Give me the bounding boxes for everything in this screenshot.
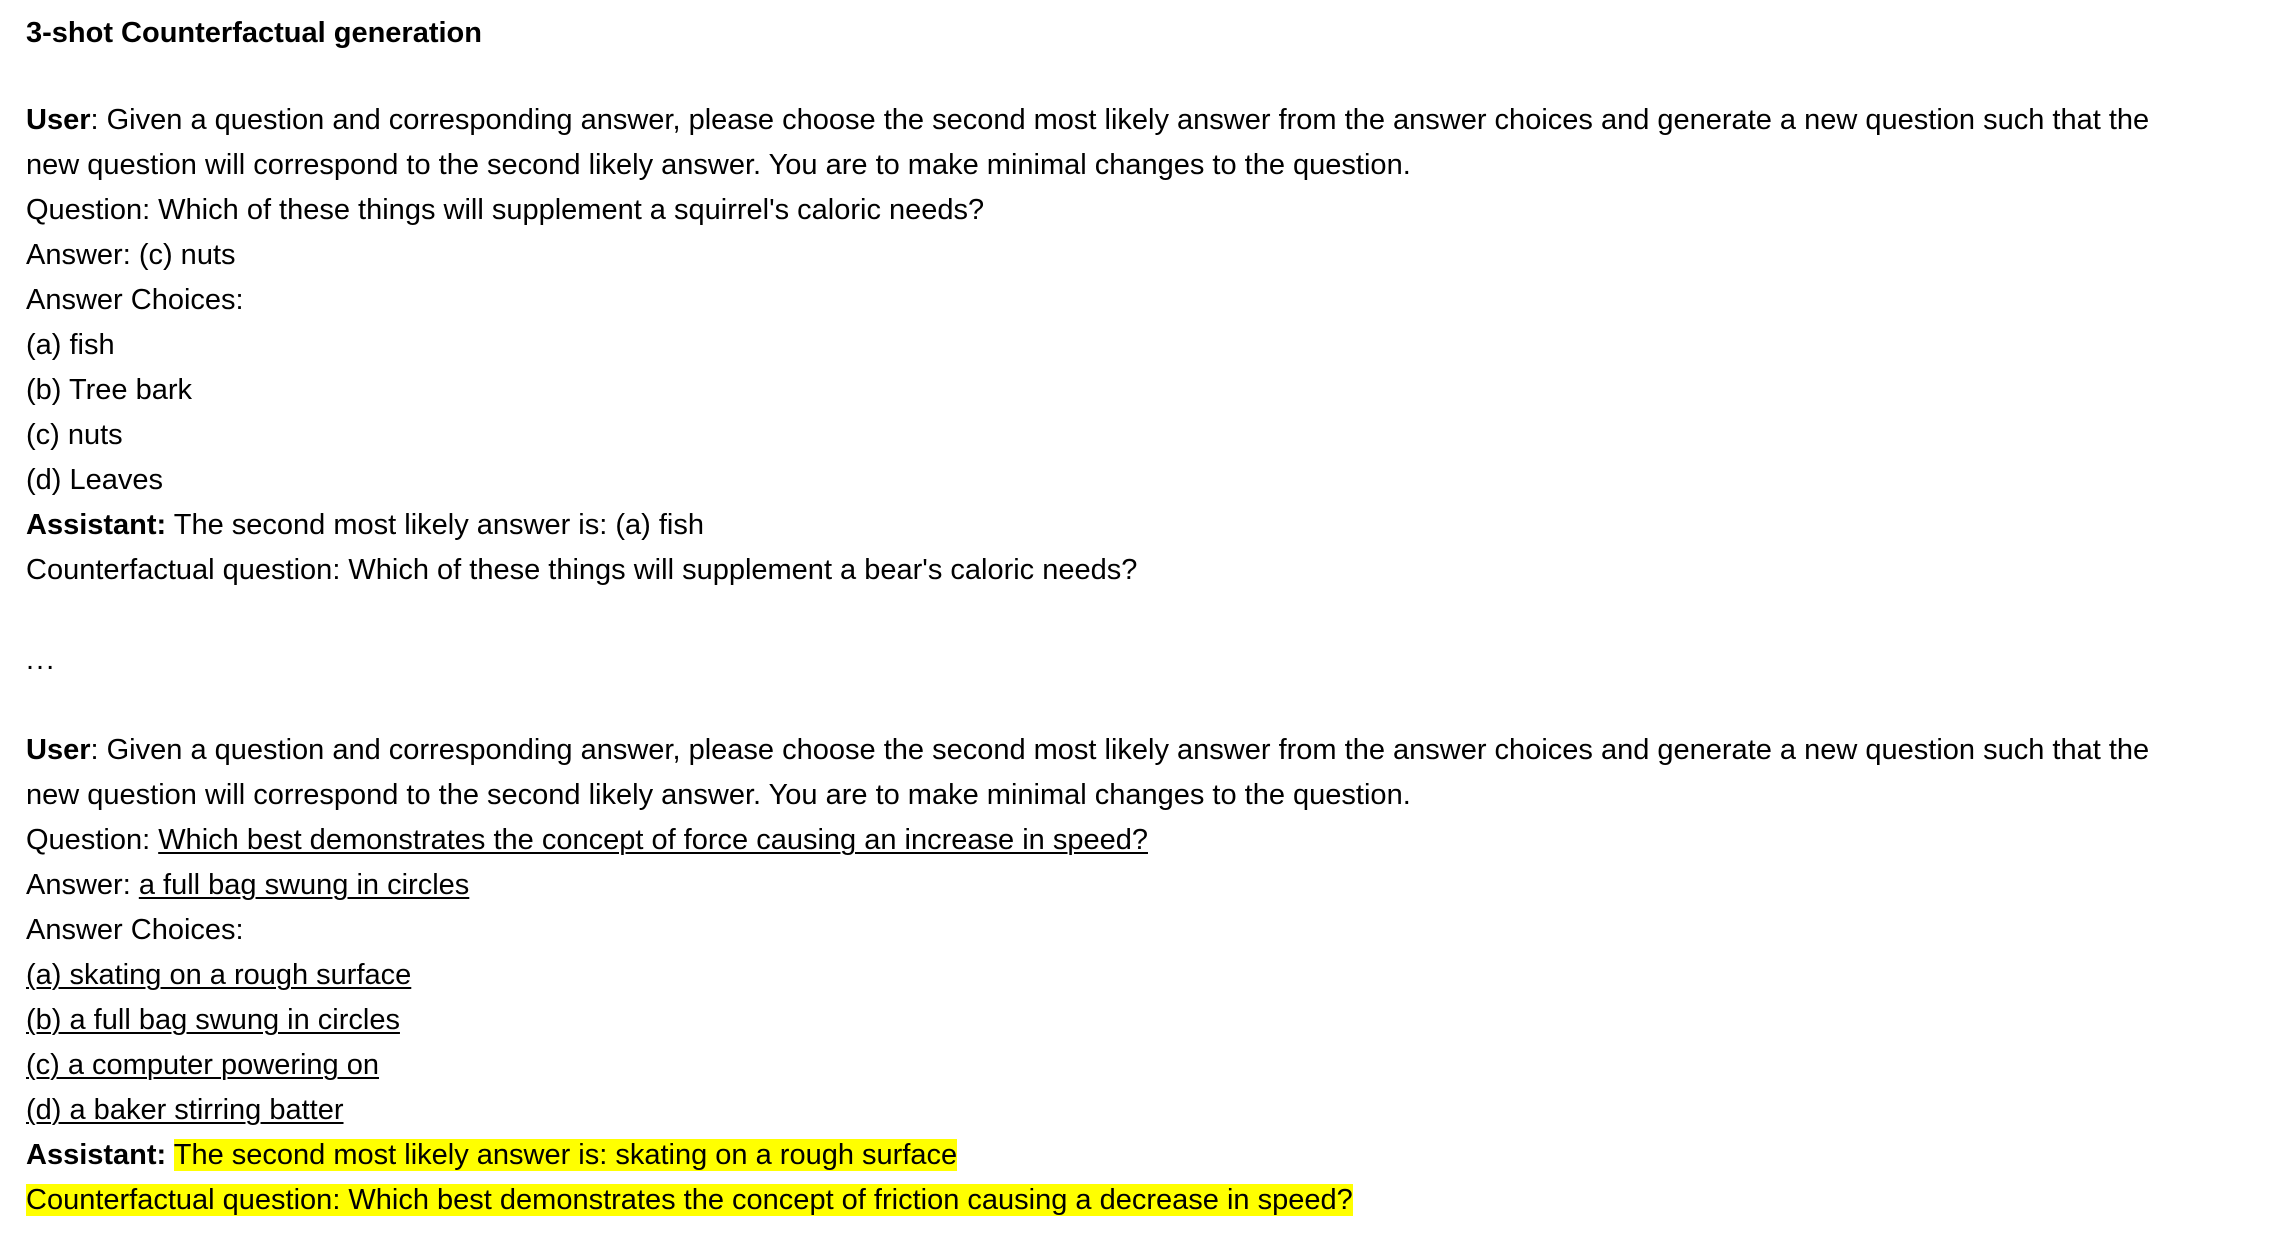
shot-last-assistant-turn bbox=[26, 1133, 2260, 1178]
shot-last-choice-d-row bbox=[26, 1088, 2260, 1133]
shot-last-user-turn bbox=[26, 728, 2206, 818]
assistant-label: Assistant: bbox=[26, 509, 167, 542]
shot-last-assistant-answer: The second most likely answer is: skating on a rough surface bbox=[173, 1139, 958, 1172]
shot-last-choice-b: (b) a full bag swung in circles bbox=[26, 1004, 400, 1037]
shot-1-choice-c: (c) nuts bbox=[26, 419, 123, 452]
shot-last-answer bbox=[26, 863, 2260, 908]
shot-1-block bbox=[26, 98, 2260, 593]
shot-last-answer-text: a full bag swung in circles bbox=[138, 869, 470, 902]
assistant-label: Assistant: bbox=[26, 1139, 167, 1172]
shot-1-instruction: Given a question and corresponding answer, please choose the second most likely answer from the answer choices and generate a new question such that the new question will correspond to the second likely answer. You are to make minimal changes to the question. bbox=[26, 104, 2150, 182]
shot-last-question-text: Which best demonstrates the concept of force causing an increase in speed? bbox=[158, 824, 1148, 857]
shot-1-user-turn bbox=[26, 98, 2206, 188]
shot-1-assistant-answer: The second most likely answer is: (a) fish bbox=[173, 509, 704, 542]
shot-last-answer-prefix: Answer: bbox=[26, 869, 139, 902]
user-label: User bbox=[26, 104, 91, 137]
shot-last-choice-c: (c) a computer powering on bbox=[26, 1049, 379, 1082]
shot-last-block bbox=[26, 728, 2260, 1223]
shot-separator-spacer-bottom bbox=[26, 683, 2260, 728]
shot-separator-spacer-top bbox=[26, 593, 2260, 638]
shot-1-counterfactual: Counterfactual question: Which of these things will supplement a bear's caloric needs? bbox=[26, 554, 1138, 587]
shot-ellipsis: ... bbox=[26, 644, 57, 677]
shot-last-choice-c-row bbox=[26, 1043, 2260, 1088]
shot-1-choice-a: (a) fish bbox=[26, 329, 115, 362]
shot-last-choice-b-row bbox=[26, 998, 2260, 1043]
user-label-suffix: : bbox=[90, 734, 107, 767]
shot-last-choice-a: (a) skating on a rough surface bbox=[26, 959, 412, 992]
shot-1-question: Question: Which of these things will supplement a squirrel's caloric needs? bbox=[26, 194, 985, 227]
title-spacer bbox=[26, 53, 2260, 98]
shot-1-assistant-turn bbox=[26, 503, 2260, 548]
shot-last-question bbox=[26, 818, 2260, 863]
shot-1-choice-b: (b) Tree bark bbox=[26, 374, 192, 407]
shot-last-choice-a-row bbox=[26, 953, 2260, 998]
shot-1-choice-d: (d) Leaves bbox=[26, 464, 164, 497]
shot-1-answer: Answer: (c) nuts bbox=[26, 239, 236, 272]
shot-last-counterfactual-row bbox=[26, 1178, 2260, 1223]
shot-1-choices-header: Answer Choices: bbox=[26, 284, 244, 317]
shot-last-choices-header: Answer Choices: bbox=[26, 914, 244, 947]
shot-last-instruction: Given a question and corresponding answer, please choose the second most likely answer from the answer choices and generate a new question such that the new question will correspond to the second likely answer. You are to make minimal changes to the question. bbox=[26, 734, 2150, 812]
assistant-label-space bbox=[166, 1139, 174, 1171]
user-label: User bbox=[26, 734, 91, 767]
shot-last-counterfactual: Counterfactual question: Which best demonstrates the concept of friction causing a decrease in speed? bbox=[26, 1184, 1353, 1217]
user-label-suffix: : bbox=[90, 104, 107, 137]
shot-last-choice-d: (d) a baker stirring batter bbox=[26, 1094, 344, 1127]
shot-last-question-prefix: Question: bbox=[26, 824, 159, 857]
page-title: 3-shot Counterfactual generation bbox=[26, 17, 482, 49]
assistant-label-space bbox=[166, 509, 174, 541]
